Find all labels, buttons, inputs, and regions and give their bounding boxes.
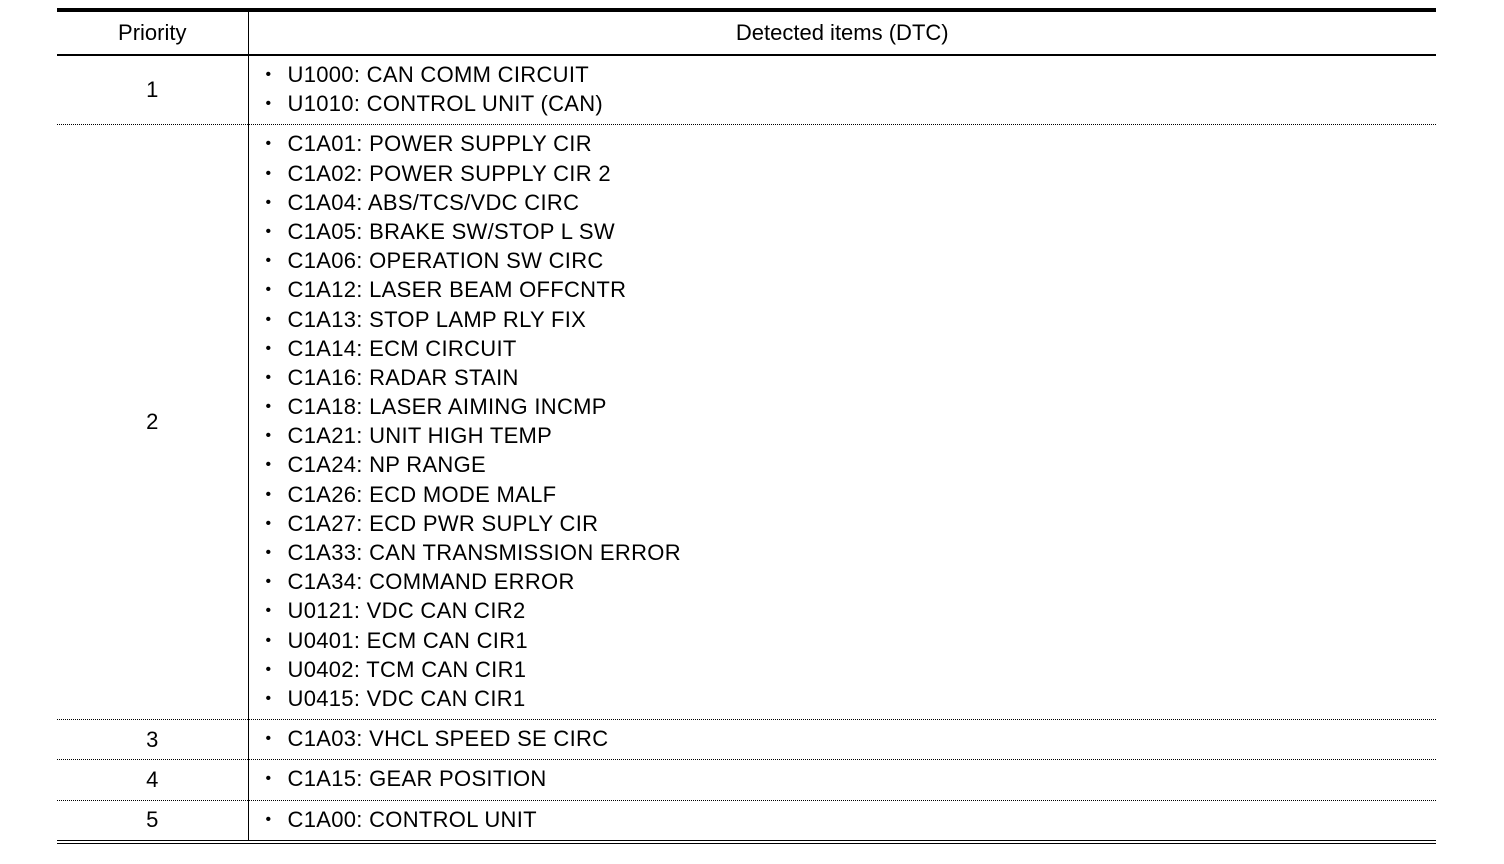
table-body	[57, 55, 1436, 842]
list-item	[266, 188, 1437, 217]
dtc-item-text: C1A14: ECM CIRCUIT	[287, 335, 517, 361]
bullet-icon: •	[265, 252, 272, 270]
dtc-item-text: C1A06: OPERATION SW CIRC	[287, 248, 604, 274]
detected-items-cell	[248, 125, 1436, 720]
table-row	[57, 720, 1436, 760]
list-item	[266, 724, 1437, 753]
dtc-item-text: U0402: TCM CAN CIR1	[287, 656, 527, 682]
bullet-icon: •	[265, 66, 272, 83]
dtc-item-text: C1A24: NP RANGE	[287, 452, 487, 478]
detected-items-cell	[248, 800, 1436, 842]
list-item	[266, 89, 1437, 118]
detected-items-cell	[248, 720, 1436, 760]
bullet-icon: •	[265, 164, 272, 182]
dtc-list	[249, 805, 1437, 834]
priority-cell: 5	[57, 800, 248, 842]
detected-items-cell	[248, 55, 1436, 125]
list-item	[266, 275, 1437, 304]
bullet-icon: •	[265, 339, 272, 357]
list-item	[266, 363, 1437, 392]
table-row	[57, 125, 1436, 720]
dtc-item-text: C1A21: UNIT HIGH TEMP	[287, 423, 553, 449]
dtc-item-text: C1A33: CAN TRANSMISSION ERROR	[287, 540, 681, 565]
priority-cell: 1	[57, 55, 248, 125]
bullet-icon: •	[265, 514, 272, 532]
dtc-item-text: C1A00: CONTROL UNIT	[287, 806, 537, 832]
dtc-list	[249, 129, 1437, 713]
dtc-item-text: U1010: CONTROL UNIT (CAN)	[287, 91, 604, 117]
bullet-icon: •	[265, 193, 272, 211]
list-item	[266, 596, 1437, 625]
dtc-item-text: C1A12: LASER BEAM OFFCNTR	[287, 277, 627, 303]
dtc-item-text: C1A16: RADAR STAIN	[287, 364, 519, 390]
list-item	[266, 805, 1437, 834]
dtc-item-text: C1A01: POWER SUPPLY CIR	[287, 131, 592, 157]
dtc-item-text: C1A18: LASER AIMING INCMP	[287, 394, 607, 420]
list-item	[266, 305, 1437, 334]
dtc-priority-table	[57, 8, 1436, 844]
dtc-list	[249, 724, 1437, 753]
list-item	[266, 421, 1437, 450]
list-item	[266, 538, 1437, 567]
bullet-icon: •	[265, 660, 272, 678]
dtc-item-text: C1A13: STOP LAMP RLY FIX	[287, 306, 587, 332]
list-item	[266, 655, 1437, 684]
bullet-icon: •	[265, 770, 272, 788]
header-row	[57, 10, 1436, 55]
list-item	[266, 567, 1437, 596]
list-item	[266, 60, 1437, 89]
bullet-icon: •	[265, 602, 272, 620]
list-item	[266, 480, 1437, 509]
dtc-item-text: U0121: VDC CAN CIR2	[287, 598, 526, 624]
priority-cell: 2	[57, 125, 248, 720]
bullet-icon: •	[265, 95, 272, 113]
dtc-item-text: C1A02: POWER SUPPLY CIR 2	[287, 160, 611, 186]
bullet-icon: •	[265, 689, 272, 707]
bullet-icon: •	[265, 368, 272, 386]
bullet-icon: •	[265, 281, 272, 299]
bullet-icon: •	[265, 310, 272, 328]
dtc-item-text: C1A03: VHCL SPEED SE CIRC	[287, 726, 609, 752]
bullet-icon: •	[265, 631, 272, 649]
priority-cell: 3	[57, 720, 248, 760]
list-item	[266, 764, 1437, 793]
bullet-icon: •	[265, 398, 272, 416]
bullet-icon: •	[265, 730, 272, 748]
list-item	[266, 159, 1437, 188]
dtc-list	[249, 764, 1437, 793]
bullet-icon: •	[265, 135, 272, 153]
dtc-item-text: C1A34: COMMAND ERROR	[287, 569, 575, 595]
dtc-item-text: U0401: ECM CAN CIR1	[287, 627, 528, 653]
detected-items-column-header: Detected items (DTC)	[248, 10, 1436, 55]
dtc-list	[249, 60, 1437, 118]
list-item	[266, 129, 1437, 158]
detected-items-cell	[248, 760, 1436, 800]
dtc-item-text: C1A04: ABS/TCS/VDC CIRC	[287, 189, 580, 215]
list-item	[266, 334, 1437, 363]
list-item	[266, 509, 1437, 538]
list-item	[266, 626, 1437, 655]
priority-column-header: Priority	[57, 10, 248, 55]
dtc-item-text: C1A05: BRAKE SW/STOP L SW	[287, 218, 615, 244]
table-header	[57, 10, 1436, 55]
bullet-icon: •	[265, 573, 272, 591]
list-item	[266, 392, 1437, 421]
bullet-icon: •	[265, 456, 272, 474]
dtc-item-text: C1A15: GEAR POSITION	[287, 766, 547, 792]
list-item	[266, 217, 1437, 246]
dtc-item-text: C1A27: ECD PWR SUPLY CIR	[287, 510, 599, 536]
bullet-icon: •	[265, 485, 272, 503]
priority-cell: 4	[57, 760, 248, 800]
list-item	[266, 246, 1437, 275]
bullet-icon: •	[265, 427, 272, 445]
bullet-icon: •	[265, 222, 272, 240]
dtc-item-text: C1A26: ECD MODE MALF	[287, 481, 557, 507]
table-row	[57, 760, 1436, 800]
table-row	[57, 800, 1436, 842]
dtc-item-text: U0415: VDC CAN CIR1	[287, 685, 526, 711]
table-row	[57, 55, 1436, 125]
list-item	[266, 684, 1437, 713]
list-item	[266, 450, 1437, 479]
bullet-icon: •	[265, 810, 272, 828]
dtc-item-text: U1000: CAN COMM CIRCUIT	[287, 62, 589, 87]
bullet-icon: •	[265, 544, 272, 561]
